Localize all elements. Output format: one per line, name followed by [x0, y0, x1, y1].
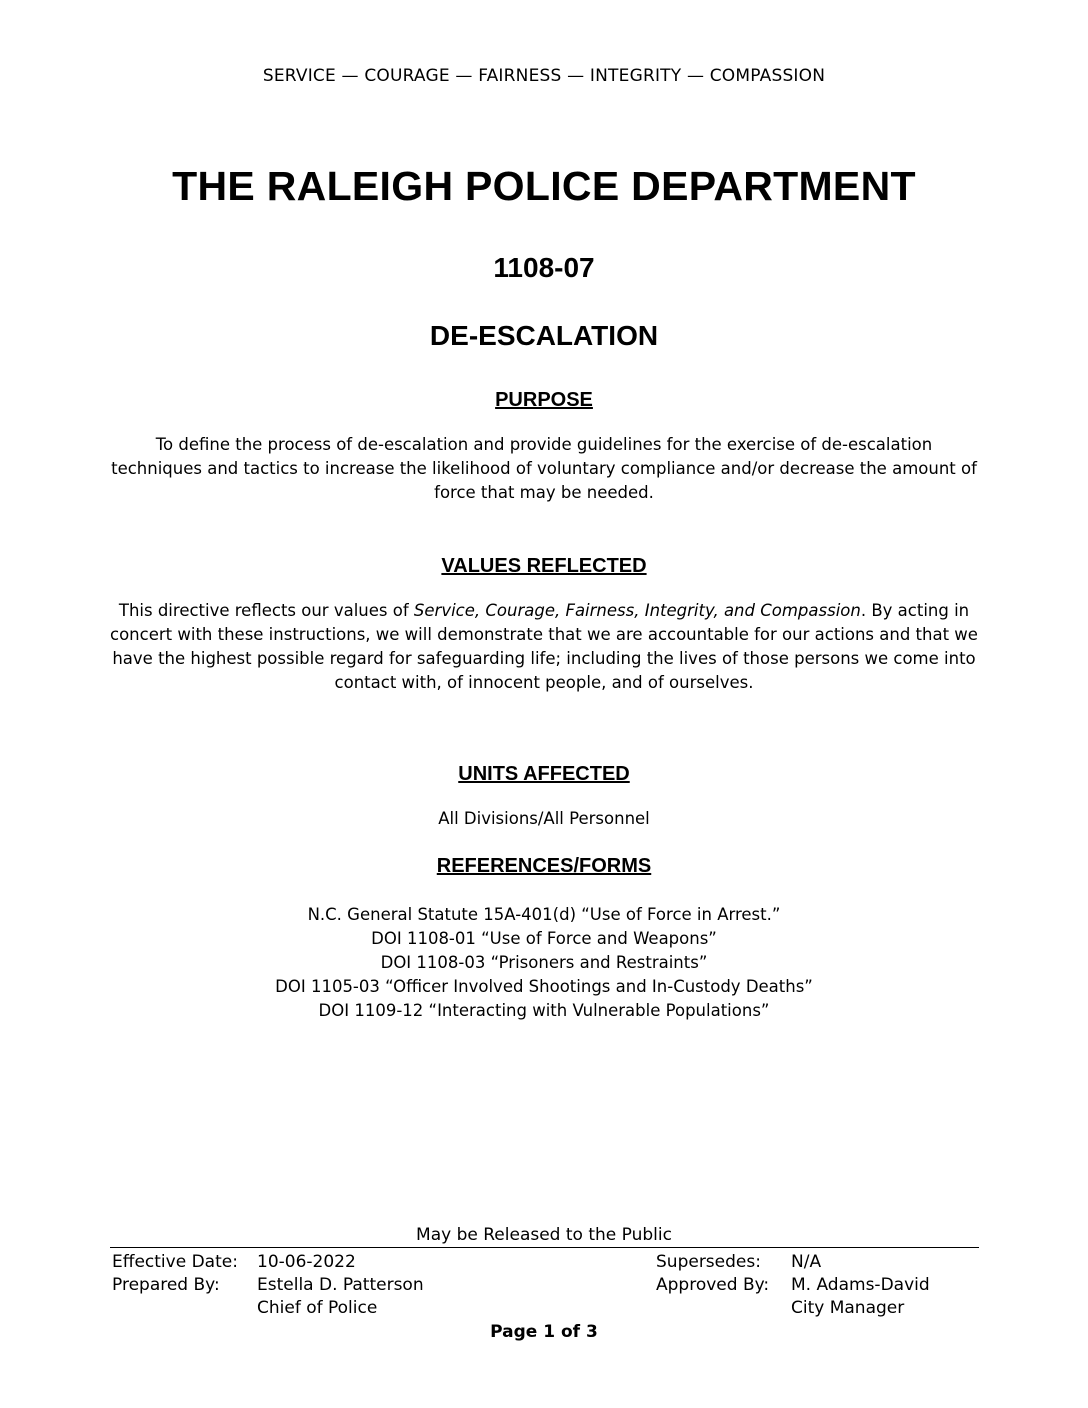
values-list-italic: Service, Courage, Fairness, Integrity, and Compassion	[413, 601, 861, 620]
page-number: Page 1 of 3	[490, 1322, 598, 1342]
approved-by-title: City Manager	[791, 1298, 905, 1318]
reference-item: DOI 1109-12 “Interacting with Vulnerable Populations”	[318, 1001, 770, 1020]
directive-title: DE-ESCALATION	[429, 320, 659, 351]
units-text: All Divisions/All Personnel	[438, 809, 650, 828]
release-notice: May be Released to the Public	[416, 1225, 672, 1245]
supersedes-value: N/A	[791, 1252, 822, 1272]
units-heading: UNITS AFFECTED	[458, 763, 630, 785]
values-text	[110, 599, 978, 695]
footer-divider	[110, 1247, 979, 1248]
effective-date-value: 10-06-2022	[257, 1252, 356, 1272]
values-motto: SERVICE — COURAGE — FAIRNESS — INTEGRITY — COMPASSION	[262, 66, 826, 86]
prepared-by-label: Prepared By:	[112, 1275, 220, 1295]
purpose-heading: PURPOSE	[495, 389, 593, 411]
prepared-by-title: Chief of Police	[257, 1298, 378, 1318]
reference-item: DOI 1108-01 “Use of Force and Weapons”	[371, 929, 717, 948]
values-text-before: This directive reflects our values of	[118, 601, 414, 620]
reference-item: N.C. General Statute 15A-401(d) “Use of Force in Arrest.”	[307, 905, 781, 924]
department-title: THE RALEIGH POLICE DEPARTMENT	[172, 163, 916, 209]
values-paragraph	[110, 599, 978, 695]
references-list	[110, 903, 978, 1023]
prepared-by-name: Estella D. Patterson	[257, 1275, 424, 1295]
supersedes-label: Supersedes:	[656, 1252, 761, 1272]
effective-date-label: Effective Date:	[112, 1252, 238, 1272]
directive-number: 1108-07	[493, 252, 595, 283]
values-text-after: . By acting in concert with these instructions, we will demonstrate that we are accountable for our actions and that we have the highest possible regard for safeguarding life; including the lives of those persons we come into contact with, of innocent people, and of ourselves.	[110, 601, 978, 692]
purpose-paragraph	[110, 433, 978, 505]
approved-by-label: Approved By:	[656, 1275, 770, 1295]
reference-item: DOI 1108-03 “Prisoners and Restraints”	[380, 953, 708, 972]
reference-item: DOI 1105-03 “Officer Involved Shootings and In-Custody Deaths”	[275, 977, 813, 996]
units-paragraph	[110, 807, 978, 831]
purpose-text: To define the process of de-escalation and provide guidelines for the exercise of de-escalation techniques and tactics to increase the likelihood of voluntary compliance and/or decrease the amount of force that may be needed.	[111, 435, 977, 502]
approved-by-name: M. Adams-David	[791, 1275, 930, 1295]
references-heading: REFERENCES/FORMS	[436, 855, 652, 877]
values-heading: VALUES REFLECTED	[441, 555, 647, 577]
